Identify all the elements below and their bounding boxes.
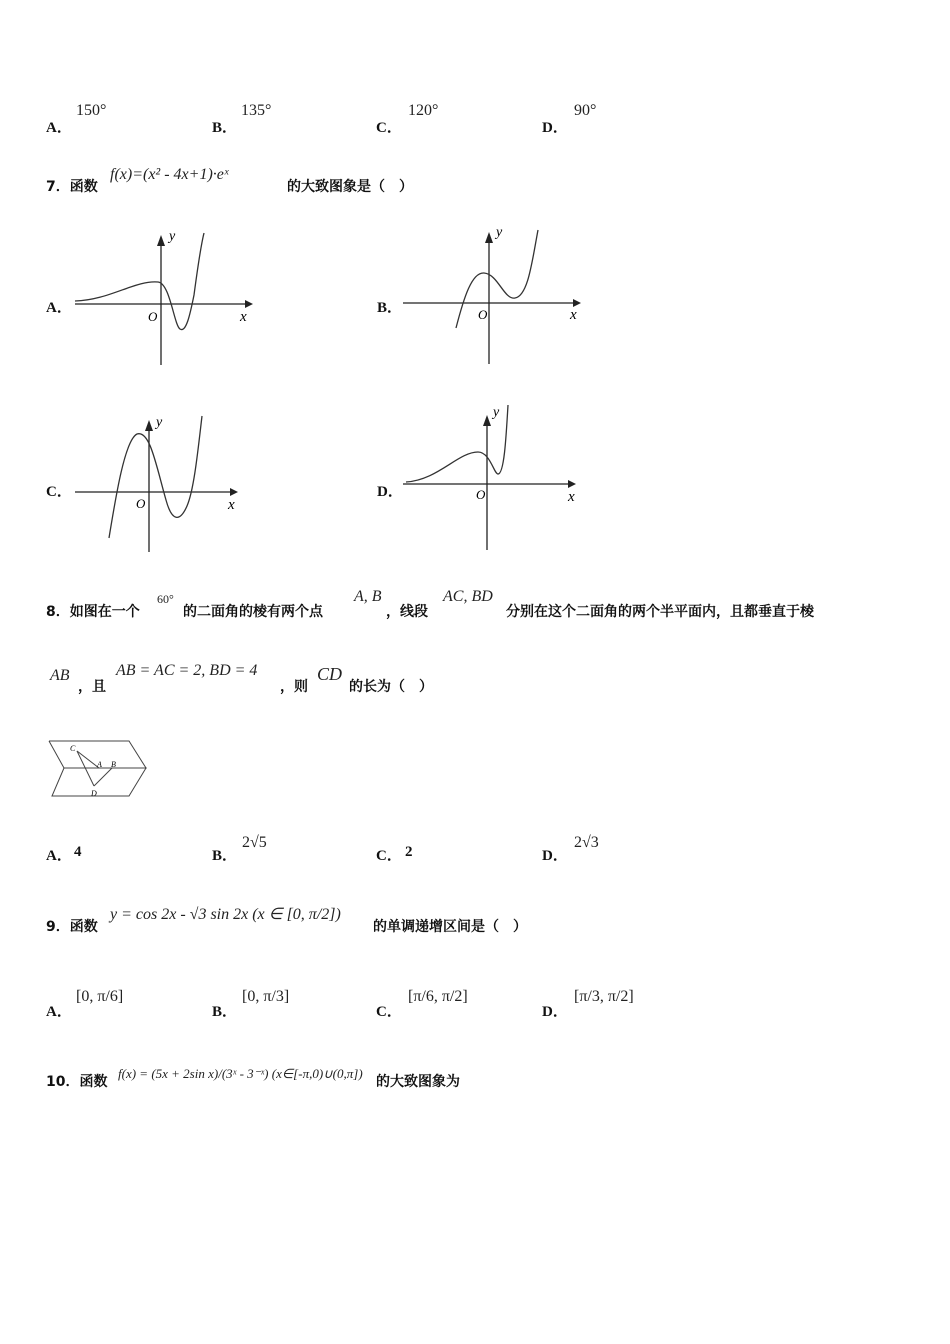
q10-number: 10．函数 [46, 1074, 108, 1090]
q8-suffix2: 的长为（ ） [349, 679, 433, 695]
q8-option-b-value: 2√5 [242, 834, 267, 851]
y-label: y [169, 229, 176, 244]
q6-option-c-value: 120° [408, 102, 439, 119]
q8-option-c-value: 2 [405, 844, 413, 860]
q7-graph-d [398, 400, 588, 555]
lower-half-plane [52, 768, 146, 796]
q8-mid1: 的二面角的棱有两个点 [183, 604, 323, 620]
y-axis-arrow [485, 232, 493, 243]
q9-option-c-label: C． [376, 1004, 402, 1020]
x-axis-arrow [568, 480, 576, 488]
q9-option-a-value: [0, π/6] [76, 988, 124, 1005]
q9-option-d-label: D． [542, 1004, 568, 1020]
q8-option-d-value: 2√3 [574, 834, 599, 851]
q7-formula: f(x)=(x² - 4x+1)·eˣ [110, 166, 229, 183]
q8-option-d-label: D． [542, 848, 568, 864]
q9-formula: y = cos 2x - √3 sin 2x (x ∈ [0, π/2]) [110, 906, 341, 923]
q7-graph-a-label: A． [46, 300, 72, 316]
q6-option-a-value: 150° [76, 102, 107, 119]
q8-dihedral-figure [44, 736, 154, 802]
q6-option-b-value: 135° [241, 102, 272, 119]
x-label: x [570, 307, 577, 323]
function-curve [109, 416, 202, 538]
origin-label: O [478, 307, 488, 322]
origin-label: O [136, 496, 146, 511]
x-label: x [240, 309, 247, 325]
q8-option-b-label: B． [212, 848, 238, 864]
q7-number: 7．函数 [46, 179, 98, 195]
segment-bd [94, 768, 112, 786]
function-curve [456, 230, 538, 328]
q9-option-c-value: [π/6, π/2] [408, 988, 468, 1005]
point-d: D [91, 789, 97, 798]
q10-suffix: 的大致图象为 [376, 1074, 460, 1090]
point-a: A [97, 760, 102, 769]
q8-suffix1: 分别在这个二面角的两个半平面内，且都垂直于棱 [506, 604, 814, 620]
q7-graph-c-label: C． [46, 484, 72, 500]
q9-option-a-label: A． [46, 1004, 72, 1020]
q9-suffix: 的单调递增区间是（ ） [373, 919, 527, 935]
q8-option-c-label: C． [376, 848, 402, 864]
segment-ac [77, 751, 99, 768]
y-label: y [496, 225, 503, 240]
x-axis-arrow [245, 300, 253, 308]
q7-graph-b [398, 222, 588, 367]
y-axis-arrow [483, 415, 491, 426]
point-c: C [70, 744, 76, 753]
y-label: y [156, 415, 163, 430]
function-curve [75, 233, 204, 330]
q9-option-b-value: [0, π/3] [242, 988, 290, 1005]
q8-option-a-label: A． [46, 848, 72, 864]
q8-cd: CD [317, 664, 343, 684]
y-axis-arrow [157, 235, 165, 246]
q8-segments: AC, BD [443, 588, 493, 605]
q10-formula: f(x) = (5x + 2sin x)/(3ˣ - 3⁻ˣ) (x∈[-π,0)∪(0,π]) [118, 1066, 363, 1081]
origin-label: O [476, 487, 486, 502]
q7-graph-b-label: B． [377, 300, 403, 316]
x-label: x [228, 497, 235, 513]
q9-option-b-label: B． [212, 1004, 238, 1020]
q6-option-a-label: A． [46, 120, 72, 136]
q6-option-d-label: D． [542, 120, 568, 136]
q8-mid2: ，线段 [386, 604, 428, 620]
q6-option-d-value: 90° [574, 102, 597, 119]
q7-graph-d-label: D． [377, 484, 403, 500]
x-axis-arrow [230, 488, 238, 496]
origin-label: O [148, 309, 158, 324]
q6-option-b-label: B． [212, 120, 238, 136]
q9-option-d-value: [π/3, π/2] [574, 988, 634, 1005]
x-label: x [568, 489, 575, 505]
q8-equation: AB = AC = 2, BD = 4 [116, 662, 258, 679]
q7-graph-a [70, 225, 260, 370]
q8-option-a-value: 4 [74, 844, 82, 860]
q8-and: ，且 [78, 679, 106, 695]
q9-number: 9．函数 [46, 919, 98, 935]
q8-ab: AB [50, 667, 70, 684]
q8-prefix: 8．如图在一个 [46, 604, 140, 620]
q8-then: ，则 [280, 679, 308, 695]
y-axis-arrow [145, 420, 153, 431]
point-b: B [111, 760, 116, 769]
q8-angle: 60° [157, 592, 174, 606]
q6-option-c-label: C． [376, 120, 402, 136]
y-label: y [493, 405, 500, 420]
q7-graph-c [70, 410, 260, 555]
q8-points: A, B [354, 588, 382, 605]
q7-suffix: 的大致图象是（ ） [287, 179, 413, 195]
x-axis-arrow [573, 299, 581, 307]
